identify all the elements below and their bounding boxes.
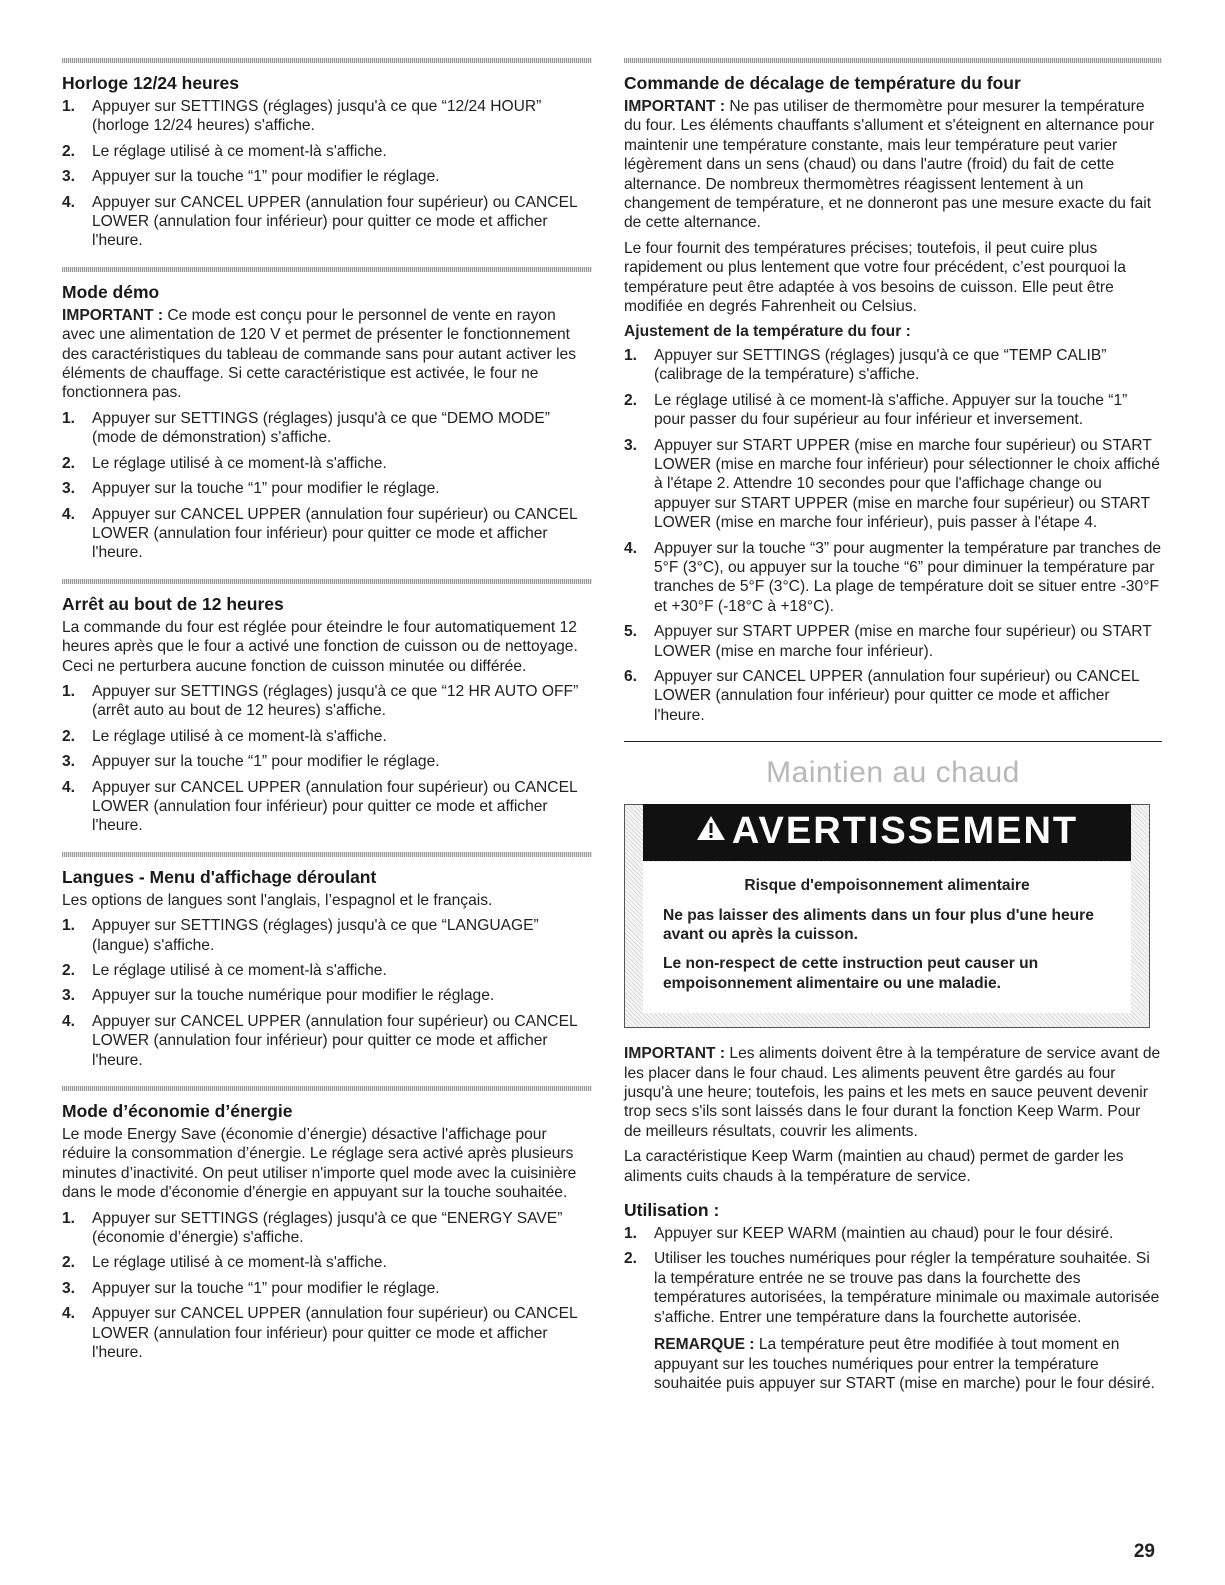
- warning-triangle-icon: [696, 815, 726, 849]
- list-item: 4. Appuyer sur CANCEL UPPER (annulation four supérieur) ou CANCEL LOWER (annulation four inférieur) pour quitter ce mode et afficher l'heure.: [62, 505, 578, 562]
- list-item: 3. Appuyer sur la touche numérique pour modifier le réglage.: [62, 987, 495, 1005]
- list-item: 1. Appuyer sur SETTINGS (réglages) jusqu'à ce que “DEMO MODE” (mode de démonstration) s'affiche.: [62, 409, 550, 447]
- section-paragraph: Le four fournit des températures précises; toutefois, il peut cuire plus rapidement ou plus lentement que votre four précédent, c’est pourquoi la température peut être adaptée à vos besoins de cuisson. Elle peut être modifiée en degrés Fahrenheit ou Celsius.: [624, 239, 1126, 316]
- steps-demo: [62, 409, 592, 563]
- section-intro: Les options de langues sont l'anglais, l’espagnol et le français.: [62, 891, 493, 909]
- section-demo: [62, 267, 592, 563]
- steps-economie: [62, 1209, 592, 1363]
- section-arret: [62, 579, 592, 836]
- section-title-decalage: Commande de décalage de température du four: [624, 73, 1021, 93]
- list-item: 2. Le réglage utilisé à ce moment-là s'affiche.: [62, 727, 387, 745]
- left-column: [62, 58, 592, 1379]
- section-title-maintien: Maintien au chaud: [766, 756, 1020, 790]
- section-title-economie: Mode d’économie d’énergie: [62, 1101, 293, 1122]
- list-item: 1. Appuyer sur SETTINGS (réglages) jusqu'à ce que “LANGUAGE” (langue) s'affiche.: [62, 917, 539, 954]
- section-divider: [62, 58, 592, 63]
- page-number: 29: [1133, 1541, 1155, 1562]
- warning-line: Ne pas laisser des aliments dans un four plus d'une heure avant ou après la cuisson.: [663, 906, 1094, 943]
- list-item: 1. Appuyer sur SETTINGS (réglages) jusqu'à ce que “TEMP CALIB” (calibrage de la température) s'affiche.: [624, 346, 1107, 384]
- steps-decalage: [624, 346, 1162, 725]
- steps-utilisation: [624, 1224, 1162, 1393]
- warning-banner-text: AVERTISSEMENT: [731, 810, 1079, 853]
- section-paragraph: La caractéristique Keep Warm (maintien au chaud) permet de garder les aliments cuits chauds à la température de service.: [624, 1148, 1124, 1185]
- list-item: 2. Le réglage utilisé à ce moment-là s'affiche. Appuyer sur la touche “1” pour passer du four supérieur au four inférieur et inversement.: [624, 391, 1128, 429]
- list-item: 1. Appuyer sur SETTINGS (réglages) jusqu'à ce que “12 HR AUTO OFF” (arrêt auto au bout de 12 heures) s'affiche.: [62, 682, 579, 720]
- section-title-horloge: Horloge 12/24 heures: [62, 73, 240, 93]
- right-column: [624, 58, 1162, 1403]
- list-item: 2. Utiliser les touches numériques pour régler la température souhaitée. Si la température entrée ne se trouve pas dans la fourchette des températures autorisées, la température minimale ou maximale autorisée s'affiche. Entrer une température dans la fourchette autorisée. REMARQUE : La température peut être modifiée à tout moment en appuyant sur les touches numériques pour entrer la température souhaitée puis appuyer sur START (mise en marche) pour le four désiré.: [624, 1249, 1162, 1393]
- important-note: IMPORTANT : Ne pas utiliser de thermomètre pour mesurer la température du four. Les éléments chauffants s'allument et s'éteignent en alternance pour maintenir une température constante, mais leur température peut varier légèrement dans un sens (chaud) ou dans l'autre (froid) du fait de cette alternance. De nombreux thermomètres réagissent lentement à un changement de température, et ne donneront pas une mesure exacte du fait de cette alternance.: [624, 98, 1155, 232]
- list-item: 4. Appuyer sur CANCEL UPPER (annulation four supérieur) ou CANCEL LOWER (annulation four inférieur) pour quitter ce mode et afficher l'heure.: [62, 778, 578, 835]
- subheading-ajustement: Ajustement de la température du four :: [624, 323, 911, 341]
- list-item: 1. Appuyer sur KEEP WARM (maintien au chaud) pour le four désiré.: [624, 1225, 1114, 1243]
- section-title-demo: Mode démo: [62, 281, 160, 302]
- important-note: IMPORTANT : Les aliments doivent être à la température de service avant de les placer dans le four chaud. Les aliments peuvent être gardés au four jusqu'à une heure; toutefois, les pains et les mets en sauce peuvent devenir trop secs s'ils sont laissés dans le four durant la fonction Keep Warm. Pour de meilleurs résultats, couvrir les aliments.: [624, 1045, 1161, 1140]
- list-item: 1. Appuyer sur SETTINGS (réglages) jusqu'à ce que “12/24 HOUR” (horloge 12/24 heures) s'affiche.: [62, 98, 542, 135]
- section-title-arret: Arrêt au bout de 12 heures: [62, 593, 284, 614]
- list-item: 3. Appuyer sur la touche “1” pour modifier le réglage.: [62, 168, 440, 186]
- warning-banner: [643, 804, 1131, 861]
- section-intro: La commande du four est réglée pour éteindre le four automatiquement 12 heures après que le four a activé une fonction de cuisson ou de nettoyage. Ceci ne perturbera aucune fonction de cuisson minutée ou différée.: [62, 618, 578, 675]
- list-item: 3. Appuyer sur la touche “1” pour modifier le réglage.: [62, 480, 440, 498]
- section-decalage: [624, 58, 1162, 725]
- list-item: 3. Appuyer sur la touche “1” pour modifier le réglage.: [62, 1279, 440, 1297]
- list-item: 4. Appuyer sur CANCEL UPPER (annulation four supérieur) ou CANCEL LOWER (annulation four inférieur) pour quitter ce mode et afficher l'heure.: [62, 193, 578, 250]
- list-item: 3. Appuyer sur START UPPER (mise en marche four supérieur) ou START LOWER (mise en marche four inférieur) pour sélectionner le choix affiché à l'étape 2. Attendre 10 secondes pour que l'affichage change ou appuyer sur START UPPER (mise en marche four supérieur) ou START LOWER (mise en marche four inférieur), puis passer à l'étape 4.: [624, 436, 1160, 532]
- important-note: IMPORTANT : Ce mode est conçu pour le personnel de vente en rayon avec une alimentation de 120 V et permet de présenter le fonctionnement des caractéristiques du tableau de commande sans pour autant activer les éléments de chauffage. Si cette caractéristique est activée, le four ne fonctionnera pas.: [62, 306, 577, 402]
- section-economie: [62, 1086, 592, 1362]
- steps-langues: [62, 916, 592, 1070]
- list-item: 2. Le réglage utilisé à ce moment-là s'affiche.: [62, 142, 387, 160]
- section-divider: [624, 58, 1162, 63]
- section-intro: Le mode Energy Save (économie d’énergie) désactive l'affichage pour réduire la consommation d’énergie. Le réglage sera activé après plusieurs minutes d’inactivité. On peut utiliser n'importe quel mode avec la cuisinière dans le mode d'économie d'énergie en appuyant sur la touche souhaitée.: [62, 1126, 577, 1202]
- section-maintien: [624, 756, 1162, 1393]
- section-divider: [62, 267, 592, 272]
- list-item: 1. Appuyer sur SETTINGS (réglages) jusqu'à ce que “ENERGY SAVE” (économie d’énergie) s'affiche.: [62, 1209, 563, 1247]
- remarque-note: REMARQUE : La température peut être modifiée à tout moment en appuyant sur les touches numériques pour entrer la température souhaitée puis appuyer sur START (mise en marche) pour le four désiré.: [654, 1336, 1155, 1392]
- section-divider: [62, 852, 592, 857]
- list-item: 6. Appuyer sur CANCEL UPPER (annulation four supérieur) ou CANCEL LOWER (annulation four inférieur) pour quitter ce mode et afficher l'heure.: [624, 667, 1140, 724]
- list-item: 2. Le réglage utilisé à ce moment-là s'affiche.: [62, 454, 387, 472]
- warning-content: [643, 862, 1131, 1013]
- warning-line: Le non-respect de cette instruction peut causer un empoisonnement alimentaire ou une maladie.: [663, 955, 1039, 992]
- section-title-utilisation: Utilisation :: [624, 1200, 720, 1221]
- warning-box: [624, 804, 1150, 1028]
- steps-arret: [62, 682, 592, 836]
- list-item: 2. Le réglage utilisé à ce moment-là s'affiche.: [62, 962, 387, 979]
- section-rule: [624, 741, 1162, 742]
- list-item: 5. Appuyer sur START UPPER (mise en marche four supérieur) ou START LOWER (mise en marche four inférieur).: [624, 623, 1152, 660]
- warning-headline: Risque d'empoisonnement alimentaire: [744, 877, 1030, 895]
- section-langues: [62, 852, 592, 1070]
- list-item: 4. Appuyer sur CANCEL UPPER (annulation four supérieur) ou CANCEL LOWER (annulation four inférieur) pour quitter ce mode et afficher l'heure.: [62, 1012, 578, 1069]
- list-item: 2. Le réglage utilisé à ce moment-là s'affiche.: [62, 1254, 387, 1272]
- list-item: 4. Appuyer sur CANCEL UPPER (annulation four supérieur) ou CANCEL LOWER (annulation four inférieur) pour quitter ce mode et afficher l'heure.: [62, 1305, 578, 1362]
- section-horloge: [62, 58, 592, 251]
- section-divider: [62, 1086, 592, 1091]
- steps-horloge: [62, 97, 592, 251]
- section-divider: [62, 579, 592, 584]
- section-title-langues: Langues - Menu d'affichage déroulant: [62, 866, 377, 887]
- list-item: 4. Appuyer sur la touche “3” pour augmenter la température par tranches de 5°F (3°C), ou appuyer sur la touche “6” pour diminuer la température par tranches de 5°F (3°C). La plage de température doit se situer entre -30°F et +30°F (-18°C à +18°C).: [624, 539, 1162, 615]
- list-item: 3. Appuyer sur la touche “1” pour modifier le réglage.: [62, 753, 440, 771]
